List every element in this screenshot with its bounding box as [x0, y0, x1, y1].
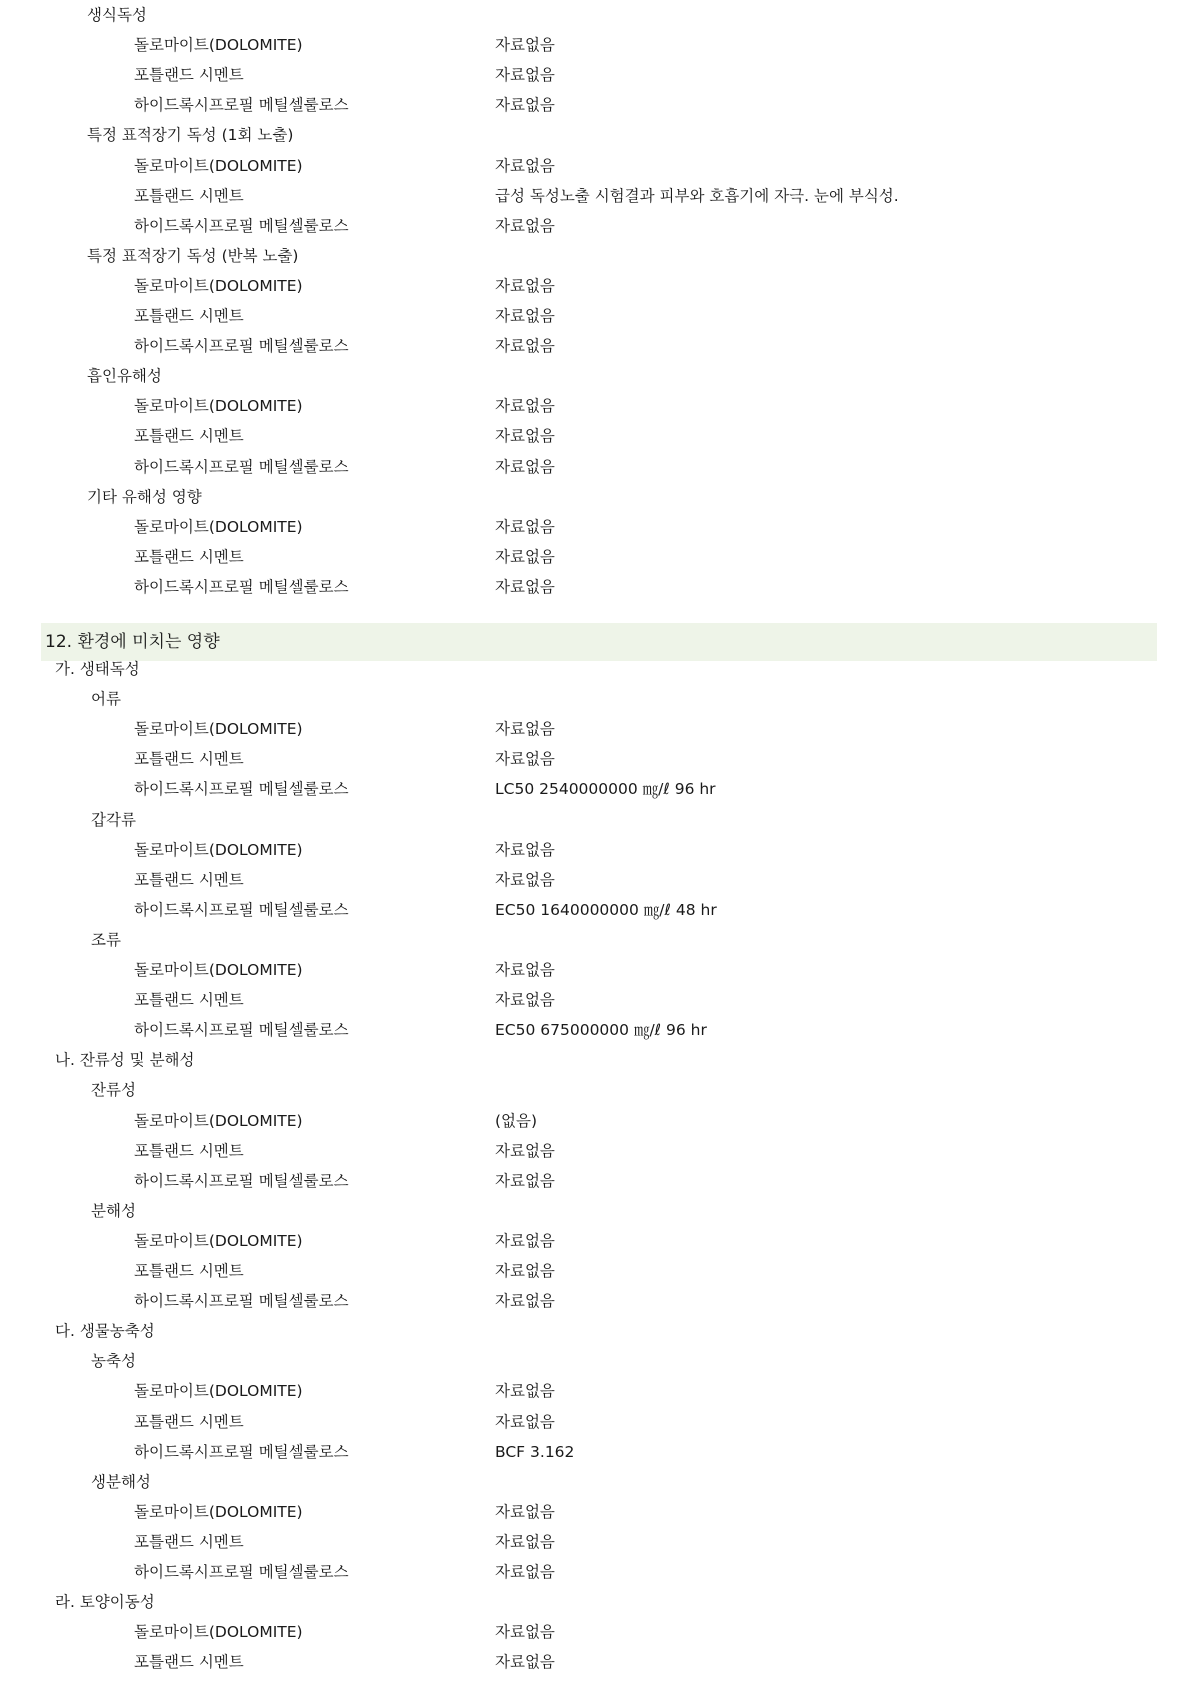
subsection-heading-label: 생식독성: [87, 6, 147, 24]
subsection-heading: [0, 684, 1191, 714]
substance-name: 돌로마이트(DOLOMITE): [134, 276, 303, 295]
substance-value: LC50 2540000000 ㎎/ℓ 96 hr: [495, 780, 716, 799]
subsection-heading-label: 특정 표적장기 독성 (1회 노출): [87, 126, 294, 145]
substance-value: 자료없음: [495, 397, 555, 416]
substance-name: 돌로마이트(DOLOMITE): [134, 1502, 303, 1521]
subsection-heading: [0, 1196, 1191, 1226]
table-row: [0, 895, 1191, 925]
substance-name: 돌로마이트(DOLOMITE): [134, 1382, 303, 1401]
substance-value: 자료없음: [495, 991, 555, 1010]
substance-name: 포틀랜드 시멘트: [134, 1653, 244, 1672]
subsection-heading: [0, 361, 1191, 391]
substance-value: 자료없음: [495, 1141, 555, 1160]
substance-name: 돌로마이트(DOLOMITE): [134, 1231, 303, 1250]
subsection-heading-label: 어류: [91, 690, 121, 709]
table-row: [0, 301, 1191, 331]
table-row: [0, 1437, 1191, 1467]
table-row: [0, 1376, 1191, 1406]
table-row: [0, 1286, 1191, 1316]
substance-value: 자료없음: [495, 156, 555, 175]
table-row: [0, 30, 1191, 60]
substance-value: BCF 3.162: [495, 1442, 575, 1461]
table-row: [0, 1166, 1191, 1196]
table-row: [0, 572, 1191, 602]
table-row: [0, 1136, 1191, 1166]
substance-value: 자료없음: [495, 1502, 555, 1521]
substance-value: 자료없음: [495, 1382, 555, 1401]
table-row: [0, 181, 1191, 211]
substance-name: 포틀랜드 시멘트: [134, 66, 244, 85]
table-row: [0, 331, 1191, 361]
substance-value: 자료없음: [495, 720, 555, 739]
substance-value: 자료없음: [495, 840, 555, 859]
subsection-heading-label: 기타 유해성 영향: [87, 487, 202, 506]
subsection-heading: [0, 1467, 1191, 1497]
substance-name: 돌로마이트(DOLOMITE): [134, 720, 303, 739]
substance-value: 자료없음: [495, 457, 555, 476]
table-row: [0, 1015, 1191, 1045]
table-row: [0, 1106, 1191, 1136]
substance-value: 자료없음: [495, 36, 555, 55]
substance-name: 하이드록시프로필 메틸셀룰로스: [134, 1292, 349, 1311]
substance-name: 하이드록시프로필 메틸셀룰로스: [134, 96, 349, 115]
group-heading: [0, 654, 1191, 684]
substance-value: 자료없음: [495, 1563, 555, 1581]
substance-name: 포틀랜드 시멘트: [134, 870, 244, 889]
subsection-heading-label: 갑각류: [91, 810, 136, 829]
subsection-heading: [0, 1075, 1191, 1105]
table-row: [0, 542, 1191, 572]
table-row: [0, 865, 1191, 895]
table-row: [0, 1407, 1191, 1437]
substance-value: 자료없음: [495, 1623, 555, 1642]
group-heading: [0, 1045, 1191, 1075]
substance-value: (없음): [495, 1111, 538, 1130]
substance-name: 하이드록시프로필 메틸셀룰로스: [134, 577, 349, 596]
substance-value: 자료없음: [495, 1231, 555, 1250]
table-row: [0, 1256, 1191, 1286]
table-row: [0, 60, 1191, 90]
substance-value: 자료없음: [495, 1653, 555, 1672]
subsection-heading: [0, 805, 1191, 835]
group-heading-label: 가. 생태독성: [55, 660, 140, 678]
subsection-heading-label: 특정 표적장기 독성 (반복 노출): [87, 246, 299, 265]
table-row: [0, 1647, 1191, 1677]
substance-name: 하이드록시프로필 메틸셀룰로스: [134, 1171, 349, 1190]
table-row: [0, 1557, 1191, 1587]
table-row: [0, 1527, 1191, 1557]
subsection-heading: [0, 1346, 1191, 1376]
substance-name: 포틀랜드 시멘트: [134, 1141, 244, 1160]
substance-name: 하이드록시프로필 메틸셀룰로스: [134, 1442, 349, 1461]
substance-value: 자료없음: [495, 547, 555, 566]
table-row: [0, 835, 1191, 865]
subsection-heading-label: 잔류성: [91, 1081, 136, 1100]
subsection-heading-label: 흡인유해성: [87, 367, 162, 386]
substance-value: 자료없음: [495, 750, 555, 769]
table-row: [0, 1497, 1191, 1527]
substance-value: 자료없음: [495, 216, 555, 235]
substance-name: 돌로마이트(DOLOMITE): [134, 1111, 303, 1130]
substance-value: 자료없음: [495, 517, 555, 536]
substance-name: 포틀랜드 시멘트: [134, 186, 244, 205]
substance-value: 자료없음: [495, 1171, 555, 1190]
substance-name: 하이드록시프로필 메틸셀룰로스: [134, 1021, 349, 1040]
substance-value: 자료없음: [495, 961, 555, 979]
substance-name: 포틀랜드 시멘트: [134, 427, 244, 446]
table-row: [0, 271, 1191, 301]
substance-name: 돌로마이트(DOLOMITE): [134, 961, 303, 979]
table-row: [0, 1617, 1191, 1647]
substance-value: 자료없음: [495, 276, 555, 295]
substance-name: 돌로마이트(DOLOMITE): [134, 840, 303, 859]
subsection-heading: [0, 482, 1191, 512]
substance-name: 포틀랜드 시멘트: [134, 991, 244, 1010]
substance-name: 돌로마이트(DOLOMITE): [134, 1623, 303, 1642]
subsection-heading: [0, 0, 1191, 30]
substance-value: 자료없음: [495, 96, 555, 115]
table-row: [0, 985, 1191, 1015]
group-heading: [0, 1316, 1191, 1346]
group-heading-label: 다. 생물농축성: [55, 1322, 155, 1341]
substance-name: 돌로마이트(DOLOMITE): [134, 156, 303, 175]
table-row: [0, 714, 1191, 744]
table-row: [0, 955, 1191, 985]
table-row: [0, 211, 1191, 241]
subsection-heading: [0, 241, 1191, 271]
substance-name: 포틀랜드 시멘트: [134, 1412, 244, 1431]
subsection-heading: [0, 120, 1191, 150]
subsection-heading-label: 생분해성: [91, 1472, 151, 1491]
table-row: [0, 421, 1191, 451]
group-heading-label: 나. 잔류성 및 분해성: [55, 1051, 195, 1070]
substance-value: 자료없음: [495, 307, 555, 325]
table-row: [0, 90, 1191, 120]
subsection-heading-label: 조류: [91, 930, 121, 949]
substance-value: EC50 1640000000 ㎎/ℓ 48 hr: [495, 900, 717, 919]
substance-name: 하이드록시프로필 메틸셀룰로스: [134, 780, 349, 799]
table-row: [0, 744, 1191, 774]
group-heading: [0, 1587, 1191, 1617]
table-row: [0, 512, 1191, 542]
substance-value: 자료없음: [495, 1292, 555, 1311]
substance-name: 하이드록시프로필 메틸셀룰로스: [134, 216, 349, 235]
table-row: [0, 151, 1191, 181]
table-row: [0, 774, 1191, 804]
subsection-heading-label: 농축성: [91, 1352, 136, 1371]
substance-name: 포틀랜드 시멘트: [134, 1532, 244, 1551]
substance-value: 자료없음: [495, 66, 555, 85]
substance-value: 자료없음: [495, 1532, 555, 1551]
substance-name: 하이드록시프로필 메틸셀룰로스: [134, 1563, 349, 1581]
substance-name: 하이드록시프로필 메틸셀룰로스: [134, 900, 349, 919]
substance-name: 돌로마이트(DOLOMITE): [134, 36, 303, 55]
subsection-heading-label: 분해성: [91, 1201, 136, 1220]
substance-name: 하이드록시프로필 메틸셀룰로스: [134, 457, 349, 476]
substance-value: 자료없음: [495, 337, 555, 356]
subsection-heading: [0, 925, 1191, 955]
substance-name: 포틀랜드 시멘트: [134, 547, 244, 566]
table-row: [0, 391, 1191, 421]
substance-value: 자료없음: [495, 427, 555, 446]
substance-name: 포틀랜드 시멘트: [134, 307, 244, 325]
substance-name: 하이드록시프로필 메틸셀룰로스: [134, 337, 349, 356]
substance-value: 자료없음: [495, 1412, 555, 1431]
group-heading-label: 라. 토양이동성: [55, 1593, 155, 1612]
substance-value: 자료없음: [495, 1262, 555, 1280]
substance-value: 자료없음: [495, 577, 555, 596]
substance-value: EC50 675000000 ㎎/ℓ 96 hr: [495, 1021, 707, 1040]
section-12-title: 12. 환경에 미치는 영향: [45, 632, 220, 652]
substance-name: 돌로마이트(DOLOMITE): [134, 397, 303, 416]
substance-name: 돌로마이트(DOLOMITE): [134, 517, 303, 536]
substance-name: 포틀랜드 시멘트: [134, 750, 244, 769]
table-row: [0, 452, 1191, 482]
table-row: [0, 1226, 1191, 1256]
substance-value: 급성 독성노출 시험결과 피부와 호흡기에 자극. 눈에 부식성.: [495, 186, 899, 205]
substance-value: 자료없음: [495, 870, 555, 889]
substance-name: 포틀랜드 시멘트: [134, 1262, 244, 1280]
